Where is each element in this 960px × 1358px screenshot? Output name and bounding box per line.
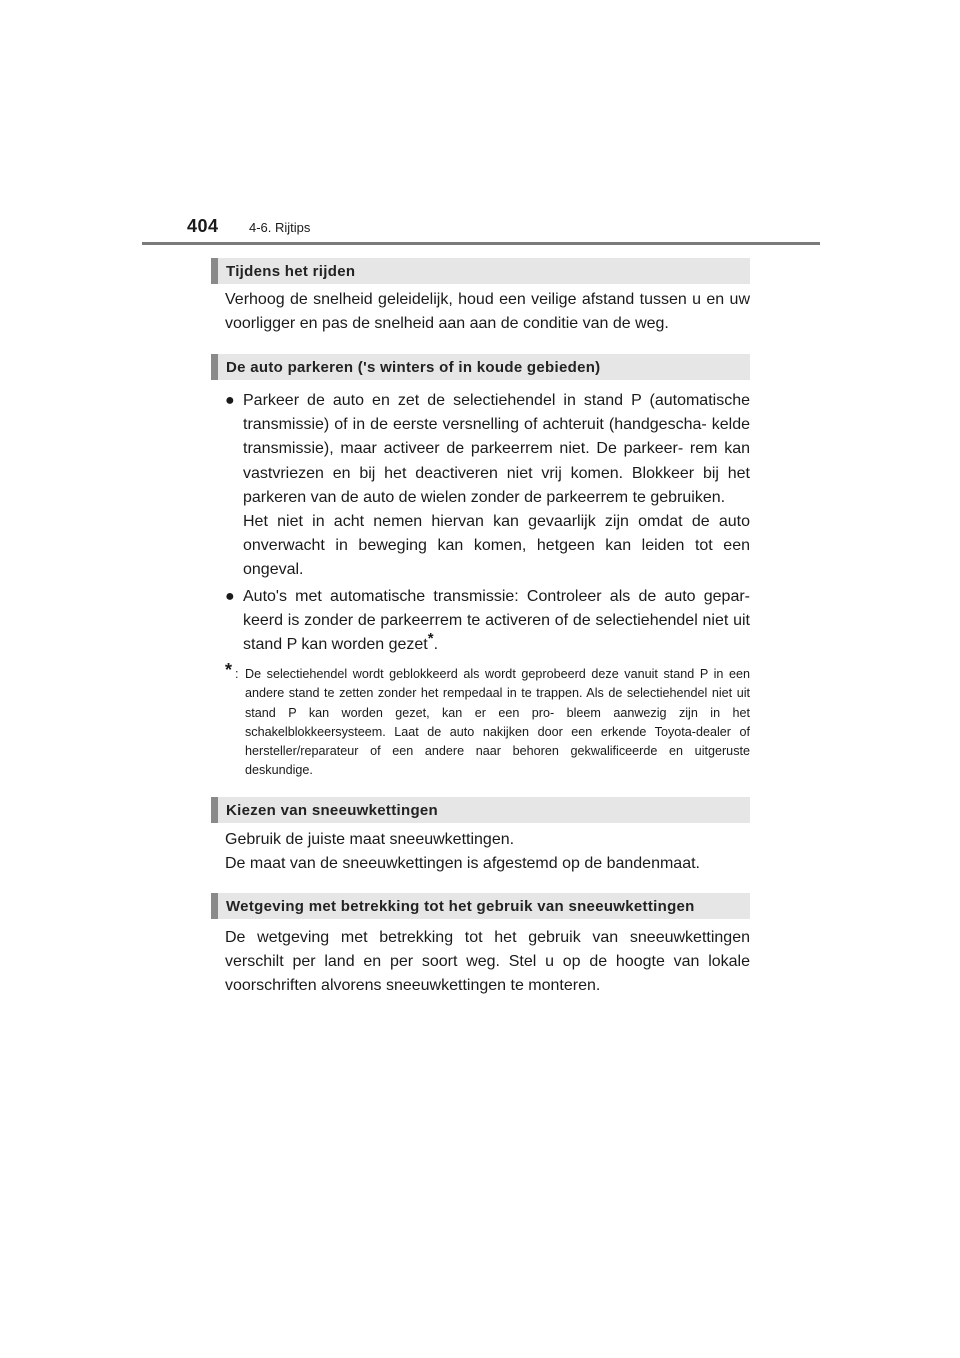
bullet-text: Auto's met automatische transmissie: Controleer als de auto gepar- keerd is zonder de parkeerrem te activeren of de selectiehendel niet uit stand P kan worden gezet (243, 587, 750, 654)
bullet-icon: ● (225, 587, 235, 605)
bullet-item-parkeren (225, 389, 750, 583)
heading-auto-parkeren: De auto parkeren ('s winters of in koude gebieden) (211, 354, 750, 380)
footnote-reference: * (427, 630, 434, 648)
paragraph-sneeuwkettingen (225, 828, 750, 876)
paragraph-wetgeving: De wetgeving met betrekking tot het gebruik van sneeuwkettingen verschilt per land en per soort weg. Stel u op de hoogte van lokale voorschriften alvorens sneeuwkettingen te monteren. (225, 929, 750, 995)
text-line: Gebruik de juiste maat sneeuwkettingen. (225, 831, 515, 849)
bullet-item-automatische-transmissie (225, 585, 750, 658)
header-rule (142, 242, 820, 245)
bullet-end: . (433, 636, 439, 654)
bullet-warning-text: Het niet in acht nemen hiervan kan gevaarlijk zijn omdat de auto onverwacht in beweging kan komen, hetgeen kan leiden tot een ongeval. (243, 513, 750, 579)
heading-tijdens-het-rijden: Tijdens het rijden (211, 258, 750, 284)
section-reference: 4-6. Rijtips (249, 220, 311, 235)
heading-wetgeving: Wetgeving met betrekking tot het gebruik van sneeuwkettingen (211, 893, 750, 919)
bullet-text: Parkeer de auto en zet de selectiehendel in stand P (automatische transmissie) of in de eerste versnelling of achteruit (handgescha- kelde transmissie), maar activeer de parkeerrem niet. De parkeer- rem kan vastvriezen en bij het deactiveren niet vrij komen. Blokkeer bij het parkeren van de auto de wielen zonder de parkeerrem te gebruiken. (243, 392, 750, 506)
page-content (211, 258, 750, 998)
page-number: 404 (187, 216, 219, 236)
footnote-text: De selectiehendel wordt geblokkeerd als wordt geprobeerd deze vanuit stand P in een andere stand te zetten zonder het rempedaal in te trappen. Als de selectiehendel niet uit stand P kan worden gezet, kan er een pro- bleem aanwezig zijn in het schakelblokkeersysteem. Laat de auto nakijken door een erkende Toyota-dealer of hersteller/reparateur of een andere naar behoren gekwalificeerde en uitgeruste deskundige. (245, 667, 750, 778)
footnote-colon: : (235, 667, 239, 682)
footnote (225, 660, 750, 780)
bullet-icon: ● (225, 392, 235, 409)
footnote-mark: * (225, 660, 233, 681)
heading-sneeuwkettingen-kiezen: Kiezen van sneeuwkettingen (211, 797, 750, 823)
paragraph-rijden: Verhoog de snelheid geleidelijk, houd een veilige afstand tussen u en uw voorligger en pas de snelheid aan aan de conditie van de weg. (225, 291, 750, 332)
text-line: De maat van de sneeuwkettingen is afgestemd op de bandenmaat. (225, 855, 700, 873)
